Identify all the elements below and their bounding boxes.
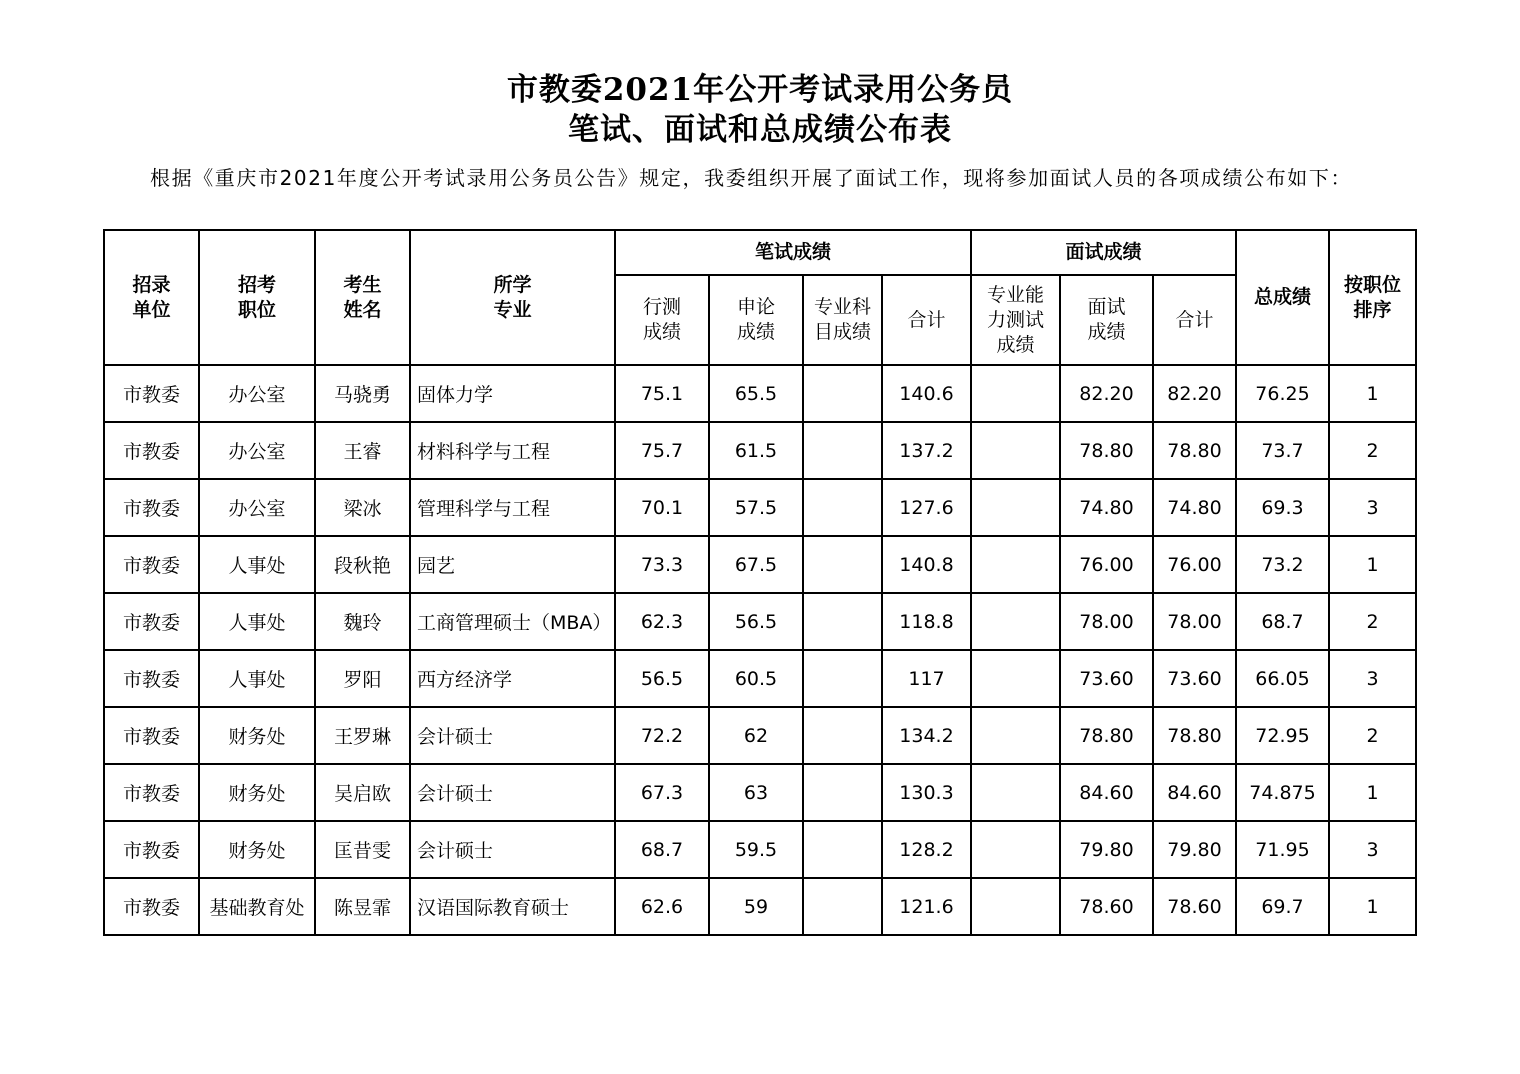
cell-position: 财务处 [199, 707, 315, 764]
cell-zhuanye [803, 479, 882, 536]
page-title: 市教委2021年公开考试录用公务员 [506, 72, 1014, 108]
cell-position: 财务处 [199, 764, 315, 821]
cell-unit: 市教委 [104, 764, 199, 821]
cell-unit: 市教委 [104, 650, 199, 707]
cell-interview-total: 84.60 [1153, 764, 1236, 821]
cell-name: 王罗琳 [315, 707, 410, 764]
cell-major: 管理科学与工程 [410, 479, 615, 536]
table-row [104, 422, 1416, 479]
cell-shenlun: 56.5 [709, 593, 803, 650]
cell-interview: 78.80 [1060, 707, 1153, 764]
header-ability: 专业能 力测试 成绩 [971, 275, 1060, 365]
cell-unit: 市教委 [104, 707, 199, 764]
cell-xingce: 67.3 [615, 764, 709, 821]
table-row [104, 365, 1416, 422]
cell-interview: 78.00 [1060, 593, 1153, 650]
cell-total: 69.7 [1236, 878, 1329, 935]
cell-ability [971, 422, 1060, 479]
cell-total: 73.2 [1236, 536, 1329, 593]
cell-name: 王睿 [315, 422, 410, 479]
cell-rank: 3 [1329, 650, 1416, 707]
cell-rank: 3 [1329, 821, 1416, 878]
cell-written-total: 130.3 [882, 764, 971, 821]
cell-total: 66.05 [1236, 650, 1329, 707]
cell-interview: 82.20 [1060, 365, 1153, 422]
cell-shenlun: 59 [709, 878, 803, 935]
cell-written-total: 127.6 [882, 479, 971, 536]
cell-interview: 78.80 [1060, 422, 1153, 479]
cell-position: 办公室 [199, 479, 315, 536]
cell-xingce: 68.7 [615, 821, 709, 878]
cell-xingce: 73.3 [615, 536, 709, 593]
cell-written-total: 128.2 [882, 821, 971, 878]
cell-unit: 市教委 [104, 593, 199, 650]
cell-total: 69.3 [1236, 479, 1329, 536]
cell-position: 人事处 [199, 536, 315, 593]
cell-interview-total: 82.20 [1153, 365, 1236, 422]
cell-shenlun: 62 [709, 707, 803, 764]
cell-position: 基础教育处 [199, 878, 315, 935]
cell-ability [971, 536, 1060, 593]
cell-xingce: 62.3 [615, 593, 709, 650]
cell-interview-total: 78.80 [1153, 707, 1236, 764]
cell-written-total: 121.6 [882, 878, 971, 935]
cell-zhuanye [803, 764, 882, 821]
cell-xingce: 75.1 [615, 365, 709, 422]
cell-position: 办公室 [199, 422, 315, 479]
cell-interview: 78.60 [1060, 878, 1153, 935]
cell-rank: 1 [1329, 878, 1416, 935]
cell-position: 人事处 [199, 650, 315, 707]
cell-written-total: 134.2 [882, 707, 971, 764]
cell-interview-total: 78.60 [1153, 878, 1236, 935]
header-interview-total: 合计 [1153, 275, 1236, 365]
cell-ability [971, 764, 1060, 821]
cell-ability [971, 593, 1060, 650]
cell-zhuanye [803, 536, 882, 593]
cell-ability [971, 479, 1060, 536]
cell-zhuanye [803, 821, 882, 878]
cell-xingce: 62.6 [615, 878, 709, 935]
scores-table [103, 229, 1417, 936]
header-rank: 按职位 排序 [1329, 230, 1416, 365]
cell-written-total: 117 [882, 650, 971, 707]
cell-interview: 74.80 [1060, 479, 1153, 536]
cell-written-total: 140.6 [882, 365, 971, 422]
header-shenlun: 申论 成绩 [709, 275, 803, 365]
cell-rank: 1 [1329, 764, 1416, 821]
cell-name: 吴启欧 [315, 764, 410, 821]
cell-major: 工商管理硕士（MBA） [410, 593, 615, 650]
cell-major: 会计硕士 [410, 821, 615, 878]
cell-unit: 市教委 [104, 422, 199, 479]
cell-major: 材料科学与工程 [410, 422, 615, 479]
cell-major: 固体力学 [410, 365, 615, 422]
intro-paragraph: 根据《重庆市2021年度公开考试录用公务员公告》规定，我委组织开展了面试工作，现将参加面试人员的各项成绩公布如下： [150, 166, 1353, 190]
cell-zhuanye [803, 593, 882, 650]
header-unit: 招录 单位 [104, 230, 199, 365]
cell-interview-total: 79.80 [1153, 821, 1236, 878]
cell-interview-total: 78.00 [1153, 593, 1236, 650]
cell-position: 人事处 [199, 593, 315, 650]
cell-unit: 市教委 [104, 536, 199, 593]
header-major: 所学 专业 [410, 230, 615, 365]
table-row [104, 593, 1416, 650]
cell-total: 73.7 [1236, 422, 1329, 479]
score-rows [104, 365, 1416, 935]
cell-zhuanye [803, 650, 882, 707]
cell-name: 梁冰 [315, 479, 410, 536]
cell-zhuanye [803, 878, 882, 935]
header-total: 总成绩 [1236, 230, 1329, 365]
cell-name: 魏玲 [315, 593, 410, 650]
table-row [104, 821, 1416, 878]
cell-shenlun: 63 [709, 764, 803, 821]
cell-name: 罗阳 [315, 650, 410, 707]
cell-rank: 3 [1329, 479, 1416, 536]
cell-rank: 2 [1329, 593, 1416, 650]
cell-written-total: 118.8 [882, 593, 971, 650]
header-interview-group: 面试成绩 [971, 230, 1236, 275]
cell-unit: 市教委 [104, 821, 199, 878]
cell-xingce: 56.5 [615, 650, 709, 707]
cell-shenlun: 59.5 [709, 821, 803, 878]
cell-major: 会计硕士 [410, 764, 615, 821]
header-name: 考生 姓名 [315, 230, 410, 365]
cell-shenlun: 57.5 [709, 479, 803, 536]
cell-ability [971, 821, 1060, 878]
table-row [104, 764, 1416, 821]
table-row [104, 650, 1416, 707]
cell-interview: 76.00 [1060, 536, 1153, 593]
cell-interview-total: 74.80 [1153, 479, 1236, 536]
cell-major: 会计硕士 [410, 707, 615, 764]
cell-xingce: 70.1 [615, 479, 709, 536]
cell-interview: 79.80 [1060, 821, 1153, 878]
header-position: 招考 职位 [199, 230, 315, 365]
cell-interview-total: 76.00 [1153, 536, 1236, 593]
cell-xingce: 72.2 [615, 707, 709, 764]
cell-total: 68.7 [1236, 593, 1329, 650]
cell-unit: 市教委 [104, 878, 199, 935]
cell-rank: 1 [1329, 536, 1416, 593]
table-row [104, 878, 1416, 935]
cell-name: 陈昱霏 [315, 878, 410, 935]
table-row [104, 536, 1416, 593]
cell-total: 72.95 [1236, 707, 1329, 764]
page-subtitle: 笔试、面试和总成绩公布表 [568, 112, 952, 148]
cell-ability [971, 365, 1060, 422]
cell-major: 汉语国际教育硕士 [410, 878, 615, 935]
cell-ability [971, 650, 1060, 707]
cell-written-total: 137.2 [882, 422, 971, 479]
cell-name: 段秋艳 [315, 536, 410, 593]
header-written-total: 合计 [882, 275, 971, 365]
cell-rank: 1 [1329, 365, 1416, 422]
table-row [104, 479, 1416, 536]
cell-written-total: 140.8 [882, 536, 971, 593]
cell-xingce: 75.7 [615, 422, 709, 479]
cell-name: 马骁勇 [315, 365, 410, 422]
cell-zhuanye [803, 365, 882, 422]
cell-unit: 市教委 [104, 365, 199, 422]
cell-rank: 2 [1329, 707, 1416, 764]
cell-major: 园艺 [410, 536, 615, 593]
cell-unit: 市教委 [104, 479, 199, 536]
header-xingce: 行测 成绩 [615, 275, 709, 365]
cell-total: 71.95 [1236, 821, 1329, 878]
header-written-group: 笔试成绩 [615, 230, 971, 275]
cell-shenlun: 60.5 [709, 650, 803, 707]
cell-ability [971, 878, 1060, 935]
cell-position: 办公室 [199, 365, 315, 422]
table-row [104, 707, 1416, 764]
cell-zhuanye [803, 422, 882, 479]
cell-interview: 84.60 [1060, 764, 1153, 821]
cell-rank: 2 [1329, 422, 1416, 479]
cell-ability [971, 707, 1060, 764]
cell-total: 74.875 [1236, 764, 1329, 821]
cell-zhuanye [803, 707, 882, 764]
header-zhuanye: 专业科 目成绩 [803, 275, 882, 365]
cell-shenlun: 65.5 [709, 365, 803, 422]
cell-major: 西方经济学 [410, 650, 615, 707]
header-interview: 面试 成绩 [1060, 275, 1153, 365]
cell-name: 匡昔雯 [315, 821, 410, 878]
cell-interview: 73.60 [1060, 650, 1153, 707]
cell-interview-total: 78.80 [1153, 422, 1236, 479]
cell-shenlun: 61.5 [709, 422, 803, 479]
cell-interview-total: 73.60 [1153, 650, 1236, 707]
cell-total: 76.25 [1236, 365, 1329, 422]
cell-shenlun: 67.5 [709, 536, 803, 593]
cell-position: 财务处 [199, 821, 315, 878]
